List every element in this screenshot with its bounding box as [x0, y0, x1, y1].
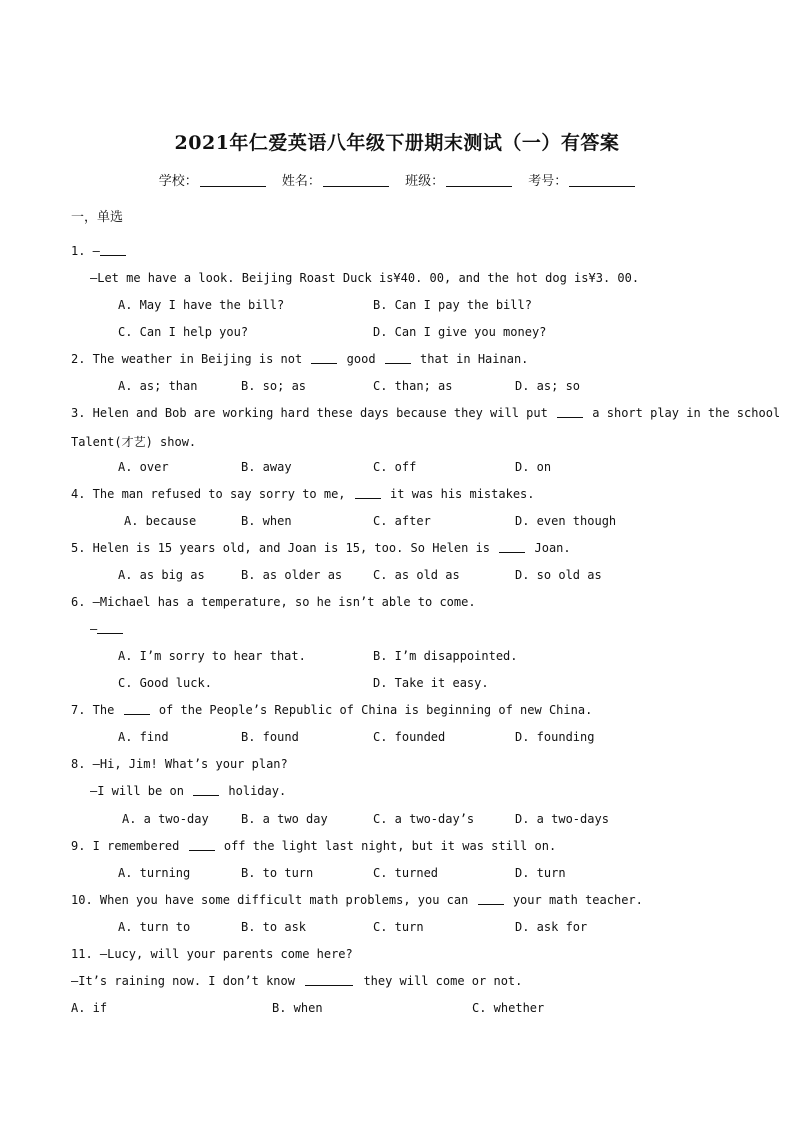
- q1-option-a[interactable]: A. May I have the bill?: [118, 298, 285, 312]
- q7-option-b[interactable]: B. found: [241, 730, 299, 744]
- q10-blank[interactable]: [478, 904, 504, 905]
- exam-number-field[interactable]: [528, 174, 635, 189]
- q1-stem: 1. —: [71, 244, 100, 258]
- q10-option-c[interactable]: C. turn: [373, 920, 424, 934]
- q3-stem-b: a short play in the school: [592, 406, 781, 420]
- q4-stem-a: 4. The man refused to say sorry to me,: [71, 487, 346, 501]
- q9-stem-a: 9. I remembered: [71, 839, 180, 853]
- q5-stem-b: Joan.: [534, 541, 571, 555]
- q6-option-d[interactable]: D. Take it easy.: [373, 676, 489, 690]
- q2-stem-a: 2. The weather in Beijing is not: [71, 352, 303, 366]
- q3-option-a[interactable]: A. over: [118, 460, 169, 474]
- q5-stem-a: 5. Helen is 15 years old, and Joan is 15, too. So Helen is: [71, 541, 491, 555]
- q5-blank[interactable]: [499, 552, 525, 553]
- q1-option-b[interactable]: B. Can I pay the bill?: [373, 298, 532, 312]
- q1-option-c[interactable]: C. Can I help you?: [118, 325, 249, 339]
- q8-option-d[interactable]: D. a two-days: [515, 812, 609, 826]
- exam-number-blank[interactable]: [569, 186, 635, 187]
- q3-line2: Talent(才艺) show.: [71, 435, 197, 449]
- q9-option-a[interactable]: A. turning: [118, 866, 191, 880]
- q11-blank[interactable]: [305, 985, 353, 986]
- q2-option-a[interactable]: A. as; than: [118, 379, 198, 393]
- q2-blank-1[interactable]: [311, 363, 337, 364]
- class-blank[interactable]: [446, 186, 512, 187]
- question-11: 11. —Lucy, will your parents come here?: [71, 947, 353, 961]
- q10-option-a[interactable]: A. turn to: [118, 920, 191, 934]
- question-9: [71, 839, 556, 853]
- q3-blank[interactable]: [557, 417, 583, 418]
- question-6: 6. —Michael has a temperature, so he isn’t able to come.: [71, 595, 476, 609]
- q6-option-a[interactable]: A. I’m sorry to hear that.: [118, 649, 306, 663]
- q9-stem-b: off the light last night, but it was still on.: [223, 839, 557, 853]
- q9-blank[interactable]: [189, 850, 215, 851]
- q6-dash: —: [90, 622, 98, 636]
- q11-stem-a: —It’s raining now. I don’t know: [71, 974, 295, 988]
- q5-option-d[interactable]: D. so old as: [515, 568, 602, 582]
- student-info-row: [0, 170, 794, 189]
- name-label: 姓名：: [281, 174, 321, 189]
- question-7: [71, 703, 592, 717]
- q5-option-b[interactable]: B. as older as: [241, 568, 343, 582]
- exam-number-label: 考号：: [528, 174, 568, 189]
- school-blank[interactable]: [200, 186, 266, 187]
- q2-stem-c: that in Hainan.: [420, 352, 529, 366]
- q5-option-c[interactable]: C. as old as: [373, 568, 460, 582]
- q11-option-c[interactable]: C. whether: [472, 1001, 545, 1015]
- q7-option-d[interactable]: D. founding: [515, 730, 595, 744]
- q11-line2: [71, 974, 522, 988]
- q4-option-b[interactable]: B. when: [241, 514, 292, 528]
- page-title: 2021年仁爱英语八年级下册期末测试（一）有答案: [174, 132, 620, 154]
- school-label: 学校：: [158, 174, 198, 189]
- q7-blank[interactable]: [124, 714, 150, 715]
- class-label: 班级：: [405, 174, 445, 189]
- q1-line2: —Let me have a look. Beijing Roast Duck is¥40. 00, and the hot dog is¥3. 00.: [90, 271, 640, 285]
- q8-option-c[interactable]: C. a two-day’s: [373, 812, 475, 826]
- q8-stem-b: holiday.: [228, 784, 287, 798]
- q7-option-c[interactable]: C. founded: [373, 730, 446, 744]
- q10-stem-b: your math teacher.: [512, 893, 643, 907]
- class-field[interactable]: [405, 174, 512, 189]
- q7-stem-a: 7. The: [71, 703, 115, 717]
- q8-option-b[interactable]: B. a two day: [241, 812, 328, 826]
- q4-option-c[interactable]: C. after: [373, 514, 431, 528]
- q6-line2: [90, 622, 123, 636]
- q9-option-c[interactable]: C. turned: [373, 866, 439, 880]
- q7-option-a[interactable]: A. find: [118, 730, 169, 744]
- q6-blank[interactable]: [97, 633, 123, 634]
- q2-option-d[interactable]: D. as; so: [515, 379, 581, 393]
- q8-option-a[interactable]: A. a two-day: [122, 812, 209, 826]
- q2-option-c[interactable]: C. than; as: [373, 379, 453, 393]
- question-4: [71, 487, 535, 501]
- q10-stem-a: 10. When you have some difficult math problems, you can: [71, 893, 469, 907]
- question-8: 8. —Hi, Jim! What’s your plan?: [71, 757, 288, 771]
- q4-stem-b: it was his mistakes.: [390, 487, 535, 501]
- q1-option-d[interactable]: D. Can I give you money?: [373, 325, 547, 339]
- q8-stem-a: —I will be on: [90, 784, 184, 798]
- q2-stem-b: good: [346, 352, 376, 366]
- q4-option-a[interactable]: A. because: [124, 514, 197, 528]
- q11-option-b[interactable]: B. when: [272, 1001, 323, 1015]
- school-field[interactable]: [159, 174, 266, 189]
- q10-option-d[interactable]: D. ask for: [515, 920, 588, 934]
- q6-option-c[interactable]: C. Good luck.: [118, 676, 212, 690]
- q9-option-d[interactable]: D. turn: [515, 866, 566, 880]
- q8-line2: [90, 784, 286, 798]
- question-10: [71, 893, 643, 907]
- name-field[interactable]: [282, 174, 389, 189]
- q7-stem-b: of the People’s Republic of China is beginning of new China.: [158, 703, 593, 717]
- q4-blank[interactable]: [355, 498, 381, 499]
- q11-option-a[interactable]: A. if: [71, 1001, 108, 1015]
- question-2: [71, 352, 528, 366]
- question-5: [71, 541, 571, 555]
- q3-stem-a: 3. Helen and Bob are working hard these days because they will put: [71, 406, 548, 420]
- q8-blank[interactable]: [193, 795, 219, 796]
- q6-option-b[interactable]: B. I’m disappointed.: [373, 649, 518, 663]
- q2-option-b[interactable]: B. so; as: [241, 379, 307, 393]
- name-blank[interactable]: [323, 186, 389, 187]
- q3-option-d[interactable]: D. on: [515, 460, 552, 474]
- q3-option-c[interactable]: C. off: [373, 460, 417, 474]
- q1-blank[interactable]: [100, 255, 126, 256]
- question-3: [71, 406, 780, 420]
- section-heading: 一，单选: [71, 210, 124, 225]
- q2-blank-2[interactable]: [385, 363, 411, 364]
- q3-option-b[interactable]: B. away: [241, 460, 292, 474]
- q9-option-b[interactable]: B. to turn: [241, 866, 314, 880]
- q10-option-b[interactable]: B. to ask: [241, 920, 307, 934]
- q11-stem-b: they will come or not.: [363, 974, 523, 988]
- question-1: [71, 244, 126, 258]
- q4-option-d[interactable]: D. even though: [515, 514, 617, 528]
- q5-option-a[interactable]: A. as big as: [118, 568, 205, 582]
